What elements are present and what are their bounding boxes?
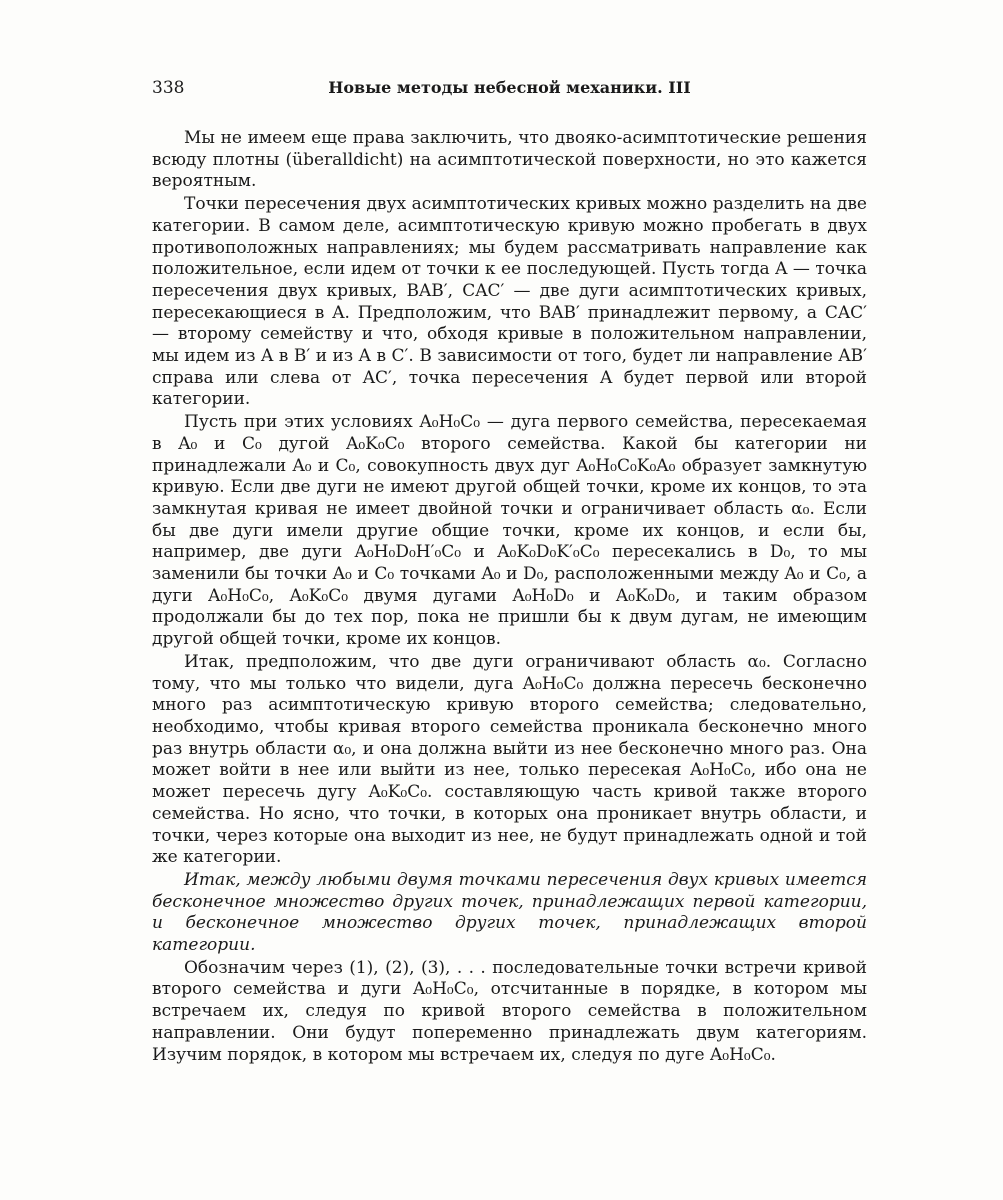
paragraph: Мы не имеем еще права заключить, что двояко-асимптотические решения всюду плотны (überalldicht) на асимптотической поверхности, но это кажется вероятным. <box>152 128 867 192</box>
body-text <box>152 128 867 1067</box>
running-title: Новые методы небесной механики. III <box>328 78 691 97</box>
running-head <box>152 78 867 102</box>
paragraph: Пусть при этих условиях A₀H₀C₀ — дуга первого семейства, пересекаемая в A₀ и C₀ дугой A₀K₀C₀ второго семейства. Какой бы категории ни принадлежали A₀ и C₀, совокупность двух дуг A₀H₀C₀K₀A₀ образует замкнутую кривую. Если две дуги не имеют другой общей точки, кроме их концов, то эта замкнутая кривая не имеет двойной точки и ограничивает область α₀. Если бы две дуги имели другие общие точки, кроме их концов, и если бы, например, две дуги A₀H₀D₀H′₀C₀ и A₀K₀D₀K′₀C₀ пересекались в D₀, то мы заменили бы точки A₀ и C₀ точками A₀ и D₀, расположенными между A₀ и C₀, а дуги A₀H₀C₀, A₀K₀C₀ двумя дугами A₀H₀D₀ и A₀K₀D₀, и таким образом продолжали бы до тех пор, пока не пришли бы к двум дугам, не имеющим другой общей точки, кроме их концов. <box>152 412 867 650</box>
italic-conclusion: Итак, между любыми двумя точками пересечения двух кривых имеется бесконечное множество других точек, принадлежащих первой категории, и бесконечное множество других точек, принадлежащих второй категории. <box>152 869 867 956</box>
page-number: 338 <box>152 78 185 98</box>
paragraph: Точки пересечения двух асимптотических кривых можно разделить на две категории. В самом деле, асимптотическую кривую можно пробегать в двух противоположных направлениях; мы будем рассматривать направление как положительное, если идем от точки к ее последующей. Пусть тогда A — точка пересечения двух кривых, BAB′, CAC′ — две дуги асимптотических кривых, пересекающиеся в A. Предположим, что BAB′ принадлежит первому, а CAC′ — второму семейству и что, обходя кривые в положительном направлении, мы идем из A в B′ и из A в C′. В зависимости от того, будет ли направление AB′ справа или слева от AC′, точка пересечения A будет первой или второй категории. <box>152 194 867 410</box>
paragraph: Обозначим через (1), (2), (3), . . . последовательные точки встречи кривой второго семейства и дуги A₀H₀C₀, отсчитанные в порядке, в котором мы встречаем их, следуя по кривой второго семейства в положительном направлении. Они будут попеременно принадлежать двум категориям. Изучим порядок, в котором мы встречаем их, следуя по дуге A₀H₀C₀. <box>152 957 867 1065</box>
paragraph: Итак, предположим, что две дуги ограничивают область α₀. Согласно тому, что мы только что видели, дуга A₀H₀C₀ должна пересечь бесконечно много раз асимптотическую кривую второго семейства; следовательно, необходимо, чтобы кривая второго семейства проникала бесконечно много раз внутрь области α₀, и она должна выйти из нее бесконечно много раз. Она может войти в нее или выйти из нее, только пересекая A₀H₀C₀, ибо она не может пересечь дугу A₀K₀C₀. составляющую часть кривой также второго семейства. Но ясно, что точки, в которых она проникает внутрь области, и точки, через которые она выходит из нее, не будут принадлежать одной и той же категории. <box>152 651 867 868</box>
